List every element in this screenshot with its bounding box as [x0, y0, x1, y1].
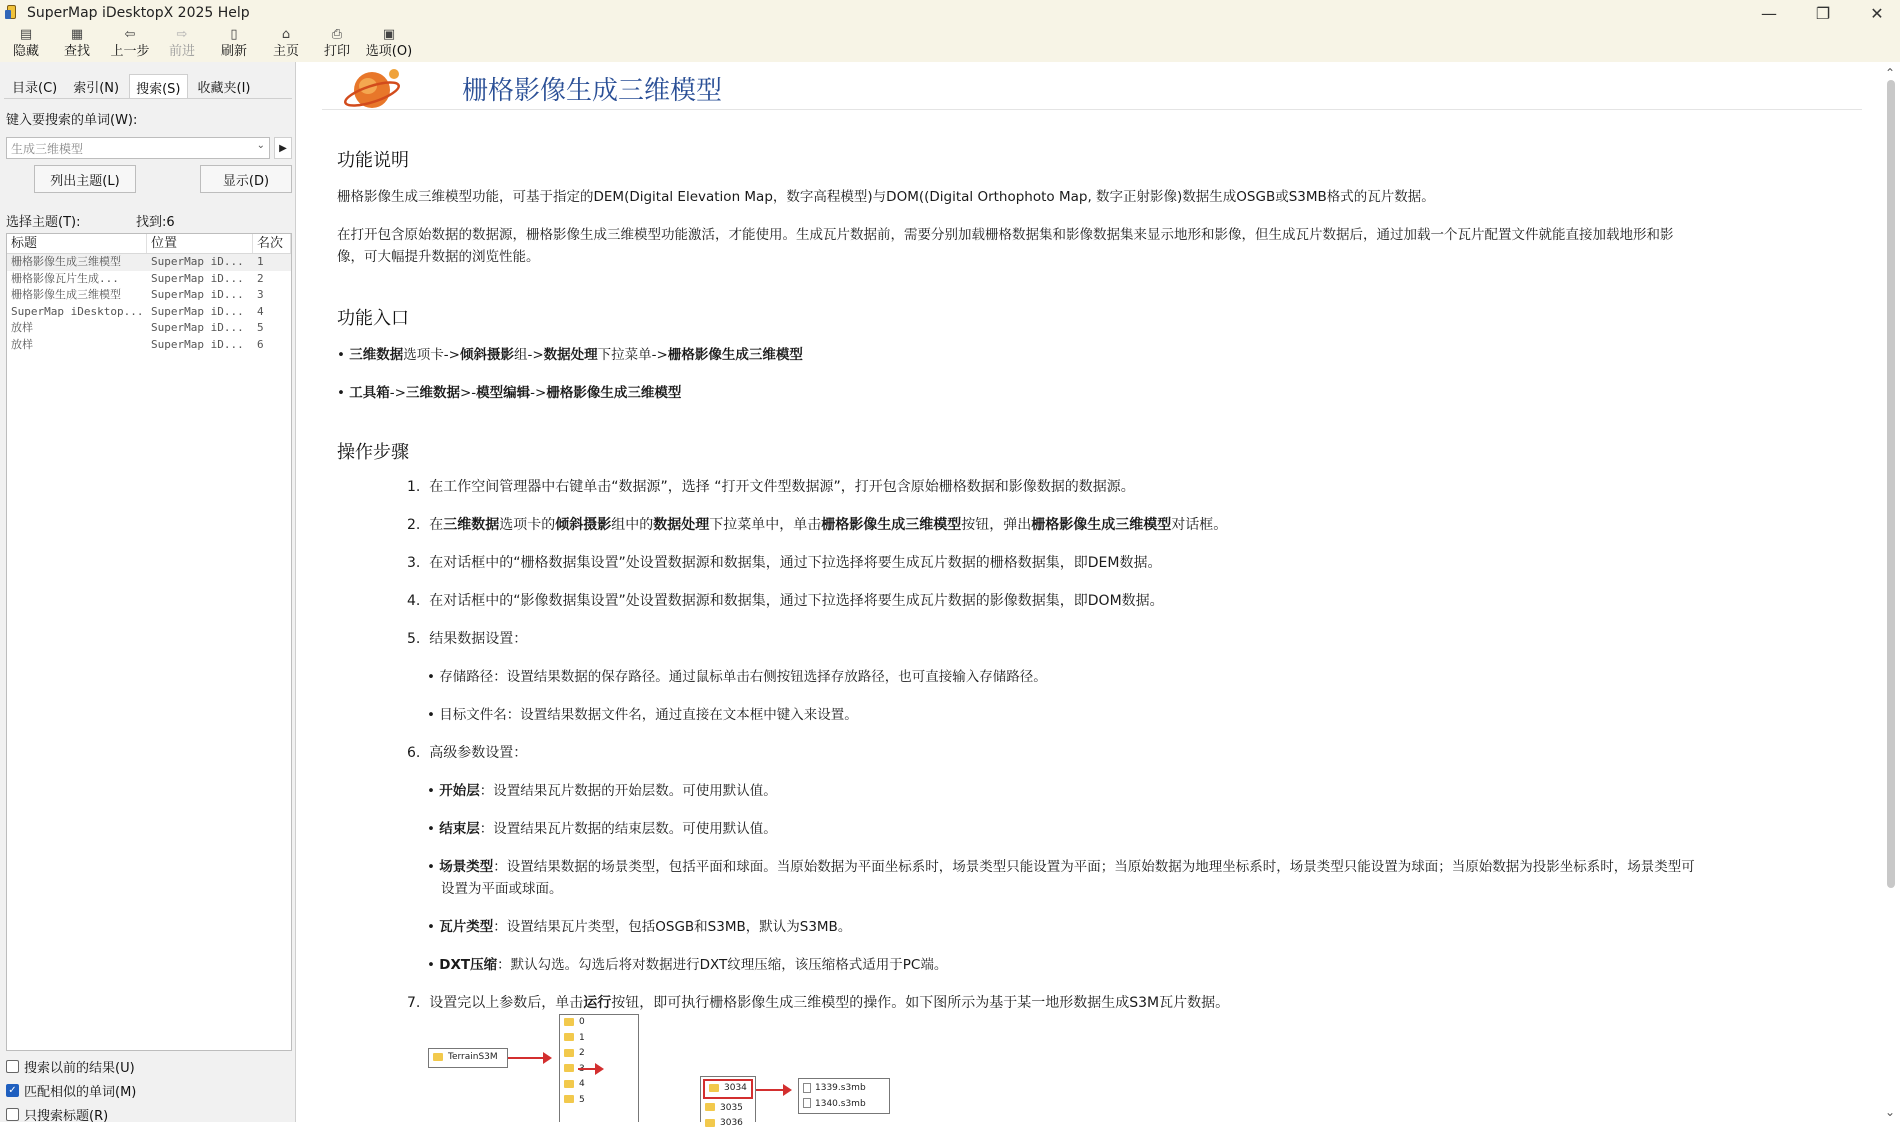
display-button[interactable]: 显示(D) [200, 165, 292, 193]
list-item: • 三维数据选项卡->倾斜摄影组->数据处理下拉菜单->栅格影像生成三维模型 [337, 347, 803, 363]
paragraph: 栅格影像生成三维模型功能，可基于指定的DEM(Digital Elevation Map，数字高程模型)与DOM((Digital Orthophoto Map, 数字正射影像)数据生成OSGB或S3MB格式的瓦片数据。 [337, 189, 1435, 205]
tab-search[interactable]: 搜索(S) [129, 74, 187, 98]
nav-tabs [6, 74, 261, 98]
arrow-icon [508, 1057, 550, 1059]
vertical-scrollbar[interactable] [1882, 62, 1900, 1122]
options-button[interactable]: ▣ 选项(O) [365, 27, 413, 59]
file-item: 1339.s3mb [799, 1081, 889, 1097]
search-input[interactable]: 生成三维模型 ⌄ [6, 137, 270, 159]
tiles-folder-box [700, 1076, 756, 1128]
found-count: 找到:6 [136, 215, 175, 230]
step-item: 2. 在三维数据选项卡的倾斜摄影组中的数据处理下拉菜单中，单击栅格影像生成三维模型按钮，弹出栅格影像生成三维模型对话框。 [407, 517, 1228, 533]
app-icon [5, 5, 19, 21]
scroll-down-icon[interactable]: ⌄ [1885, 1105, 1896, 1119]
home-icon: ⌂ [281, 27, 291, 42]
folder-icon [564, 1049, 574, 1057]
navigation-pane [0, 62, 296, 1122]
sub-list-item: • 结束层：设置结果瓦片数据的结束层数。可使用默认值。 [427, 821, 777, 837]
result-row[interactable]: 放样 SuperMap iD... 6 [11, 337, 264, 351]
topic-banner [322, 62, 1862, 110]
tab-favorites[interactable]: 收藏夹(I) [197, 81, 251, 96]
folder-icon [705, 1103, 715, 1111]
select-topic-label: 选择主题(T): [6, 215, 81, 230]
hide-icon: ▤ [19, 27, 33, 42]
sub-list-item: • 目标文件名：设置结果数据文件名，通过直接在文本框中键入来设置。 [427, 707, 858, 723]
print-button[interactable]: ⎙ 打印 [323, 27, 350, 59]
folder-icon [564, 1064, 574, 1072]
window-title: SuperMap iDesktopX 2025 Help [27, 5, 250, 21]
find-icon: ▦ [70, 27, 84, 42]
topic-pane [302, 62, 1882, 1128]
search-prompt-label: 键入要搜索的单词(W): [6, 113, 138, 128]
arrow-icon [578, 1068, 602, 1070]
folder-item: 1 [560, 1031, 638, 1047]
hide-button[interactable]: ▤ 隐藏 [12, 27, 39, 59]
sub-list-item: • 开始层：设置结果瓦片数据的开始层数。可使用默认值。 [427, 783, 777, 799]
paragraph: 像，可大幅提升数据的浏览性能。 [337, 249, 540, 265]
find-button[interactable]: ▦ 查找 [63, 27, 90, 59]
refresh-icon: ▯ [230, 27, 238, 42]
folder-icon [564, 1095, 574, 1103]
forward-icon: ⇨ [176, 27, 188, 42]
result-row[interactable]: 栅格影像瓦片生成... SuperMap iD... 2 [11, 271, 264, 285]
result-row[interactable]: SuperMap iDesktop... SuperMap iD... 4 [11, 304, 264, 318]
title-bar [0, 0, 1900, 26]
output-structure-diagram [428, 1012, 908, 1128]
sub-list-item: • DXT压缩：默认勾选。勾选后将对数据进行DXT纹理压缩，该压缩格式适用于PC端。 [427, 957, 948, 973]
paragraph: 在打开包含原始数据的数据源，栅格影像生成三维模型功能激活，才能使用。生成瓦片数据前，需要分别加载栅格数据集和影像数据集来显示地形和影像，但生成瓦片数据后，通过加载一个瓦片配置文件就能直接加载地形和影 [337, 227, 1674, 243]
list-item: • 工具箱->三维数据>-模型编辑->栅格影像生成三维模型 [337, 385, 682, 401]
print-icon: ⎙ [331, 27, 343, 42]
file-item: 1340.s3mb [799, 1097, 889, 1113]
step-item: 4. 在对话框中的“影像数据集设置”处设置数据源和数据集，通过下拉选择将要生成瓦片数据的影像数据集，即DOM数据。 [407, 593, 1164, 609]
step-item: 1. 在工作空间管理器中右键单击“数据源”，选择 “打开文件型数据源”，打开包含原始栅格数据和影像数据的数据源。 [407, 479, 1135, 495]
back-icon: ⇦ [124, 27, 136, 42]
close-button[interactable]: ✕ [1870, 3, 1884, 23]
folder-item: 2 [560, 1046, 638, 1062]
step-item: 3. 在对话框中的“栅格数据集设置”处设置数据源和数据集，通过下拉选择将要生成瓦片数据的栅格数据集，即DEM数据。 [407, 555, 1162, 571]
results-list[interactable] [6, 233, 292, 1051]
sub-list-item-continued: 设置为平面或球面。 [441, 881, 563, 897]
scroll-up-icon[interactable]: ⌃ [1885, 66, 1896, 80]
sub-list-item: • 场景类型：设置结果数据的场景类型，包括平面和球面。当原始数据为平面坐标系时，场景类型只能设置为平面；当原始数据为地理坐标系时，场景类型只能设置为球面；当原始数据为投影坐标系时，场景类型可 [427, 859, 1695, 875]
chevron-down-icon[interactable]: ⌄ [256, 140, 265, 151]
forward-button[interactable]: ⇨ 前进 [168, 27, 195, 59]
root-folder-box: TerrainS3M [428, 1048, 508, 1068]
back-button[interactable]: ⇦ 上一步 [110, 27, 150, 59]
sub-list-item: • 瓦片类型：设置结果瓦片类型，包括OSGB和S3MB，默认为S3MB。 [427, 919, 852, 935]
folder-icon [433, 1053, 443, 1061]
tab-index[interactable]: 索引(N) [73, 81, 120, 96]
search-previous-checkbox[interactable]: 搜索以前的结果(U) [6, 1057, 135, 1076]
folder-icon [564, 1080, 574, 1088]
folder-icon [564, 1033, 574, 1041]
folder-icon [564, 1018, 574, 1026]
step-item: 6. 高级参数设置： [407, 745, 528, 761]
file-icon [803, 1098, 811, 1108]
folder-item-highlighted: 3034 [703, 1079, 753, 1099]
maximize-button[interactable]: ❐ [1815, 3, 1831, 23]
checkbox-icon[interactable] [6, 1060, 19, 1073]
page-title: 栅格影像生成三维模型 [462, 76, 723, 106]
column-location[interactable]: 位置 [147, 234, 253, 253]
folder-icon [709, 1084, 719, 1092]
supermap-globe-logo [342, 64, 404, 112]
match-similar-checkbox[interactable]: ✓ 匹配相似的单词(M) [6, 1081, 136, 1100]
result-row[interactable]: 栅格影像生成三维模型 SuperMap iD... 1 [7, 254, 291, 271]
checkbox-checked-icon[interactable]: ✓ [6, 1084, 19, 1097]
folder-icon [705, 1119, 715, 1127]
step-item: 5. 结果数据设置： [407, 631, 528, 647]
section-heading: 功能说明 [337, 150, 409, 171]
results-header [7, 234, 291, 254]
list-topics-button[interactable]: 列出主题(L) [34, 165, 136, 193]
folder-item: 5 [560, 1093, 638, 1109]
search-tab-panel [4, 98, 292, 1122]
result-row[interactable]: 放样 SuperMap iD... 5 [11, 321, 264, 334]
search-go-button[interactable]: ▶ [274, 137, 292, 159]
refresh-button[interactable]: ▯ 刷新 [220, 27, 247, 59]
result-row[interactable]: 栅格影像生成三维模型 SuperMap iD... 3 [11, 288, 264, 301]
home-button[interactable]: ⌂ 主页 [272, 27, 299, 59]
section-heading: 操作步骤 [337, 442, 409, 463]
scrollbar-thumb[interactable] [1887, 80, 1895, 888]
file-icon [803, 1083, 811, 1093]
options-icon: ▣ [382, 27, 396, 42]
step-item: 7. 设置完以上参数后，单击运行按钮，即可执行栅格影像生成三维模型的操作。如下图所示为基于某一地形数据生成S3M瓦片数据。 [407, 995, 1230, 1011]
column-rank[interactable]: 名次 [253, 234, 291, 253]
column-title[interactable]: 标题 [7, 234, 147, 253]
tab-contents[interactable]: 目录(C) [12, 81, 58, 96]
titles-only-checkbox[interactable]: 只搜索标题(R) [6, 1105, 108, 1124]
section-heading: 功能入口 [337, 308, 409, 329]
folder-item: 4 [560, 1077, 638, 1093]
folder-item: 3035 [701, 1101, 755, 1117]
folder-item: 3036 [701, 1116, 755, 1132]
arrow-icon [756, 1089, 790, 1091]
files-box [798, 1078, 890, 1114]
sub-list-item: • 存储路径：设置结果数据的保存路径。通过鼠标单击右侧按钮选择存放路径，也可直接输入存储路径。 [427, 669, 1047, 685]
toolbar [0, 26, 1900, 62]
checkbox-icon[interactable] [6, 1108, 19, 1121]
folder-item: 0 [560, 1015, 638, 1031]
minimize-button[interactable]: — [1761, 3, 1777, 23]
